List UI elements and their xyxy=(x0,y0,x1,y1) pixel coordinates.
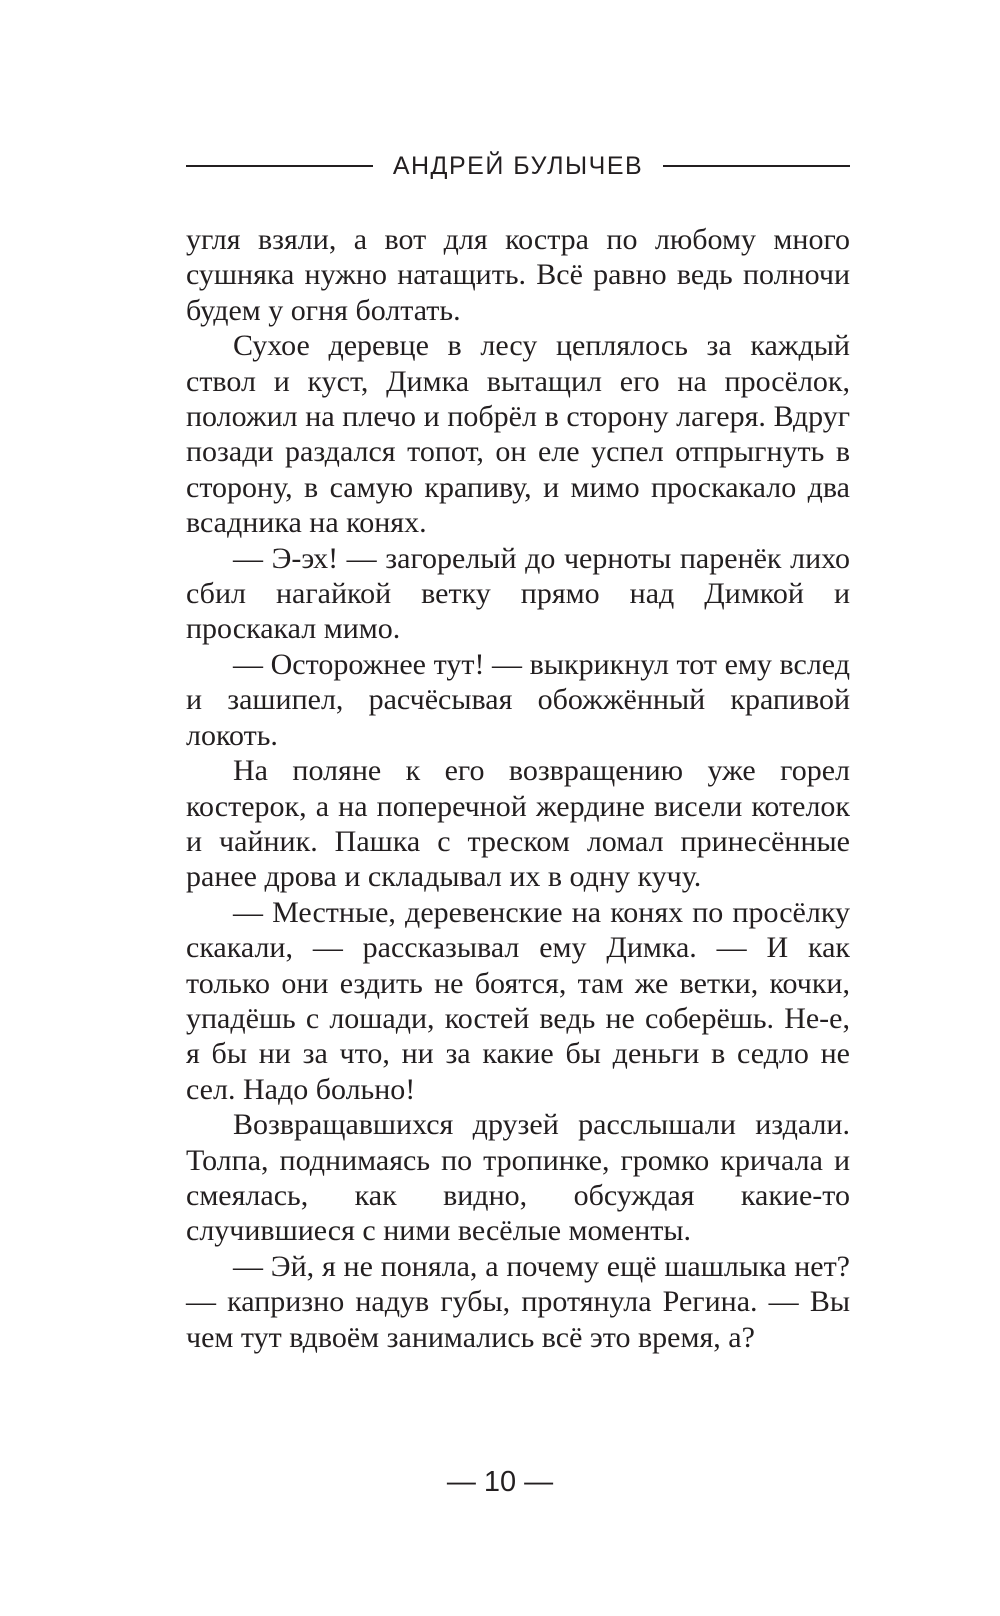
paragraph: — Э-эх! — загорелый до черноты паренёк лихо сбил нагайкой ветку прямо над Димкой и проскакал мимо. xyxy=(186,541,850,646)
page-body xyxy=(186,222,850,1355)
paragraph: — Осторожнее тут! — выкрикнул тот ему вслед и зашипел, расчёсывая обожжённый крапивой локоть. xyxy=(186,647,850,752)
running-head xyxy=(186,146,850,186)
header-rule-right xyxy=(663,165,850,167)
paragraph: — Эй, я не поняла, а почему ещё шашлыка нет? — капризно надув губы, протянула Регина. — Вы чем тут вдвоём занимались всё это время, а? xyxy=(186,1249,850,1354)
paragraph: Возвращавшихся друзей расслышали издали. Толпа, поднимаясь по тропинке, громко кричала и смеялась, как видно, обсуждая какие-то случившиеся с ними весёлые моменты. xyxy=(186,1108,850,1248)
author-name: АНДРЕЙ БУЛЫЧЕВ xyxy=(392,151,644,180)
paragraph: угля взяли, а вот для костра по любому много сушняка нужно натащить. Всё равно ведь полночи будем у огня болтать. xyxy=(186,223,850,327)
paragraph: На поляне к его возвращению уже горел костерок, а на поперечной жердине висели котелок и чайник. Пашка с треском ломал принесённые ранее дрова и складывал их в одну кучу. xyxy=(186,754,850,894)
header-rule-left xyxy=(186,165,373,167)
paragraph: Сухое деревце в лесу цеплялось за каждый ствол и куст, Димка вытащил его на просёлок, положил на плечо и побрёл в сторону лагеря. Вдруг позади раздался топот, он еле успел отпрыгнуть в сторону, в самую крапиву, и мимо проскакало два всадника на конях. xyxy=(186,329,850,540)
page-number: — 10 — xyxy=(446,1466,554,1498)
paragraph: — Местные, деревенские на конях по просёлку скакали, — рассказывал ему Димка. — И как только они ездить не боятся, там же ветки, кочки, упадёшь с лошади, костей ведь не соберёшь. Не-е, я бы ни за что, ни за какие бы деньги в седло не сел. Надо больно! xyxy=(186,895,850,1106)
